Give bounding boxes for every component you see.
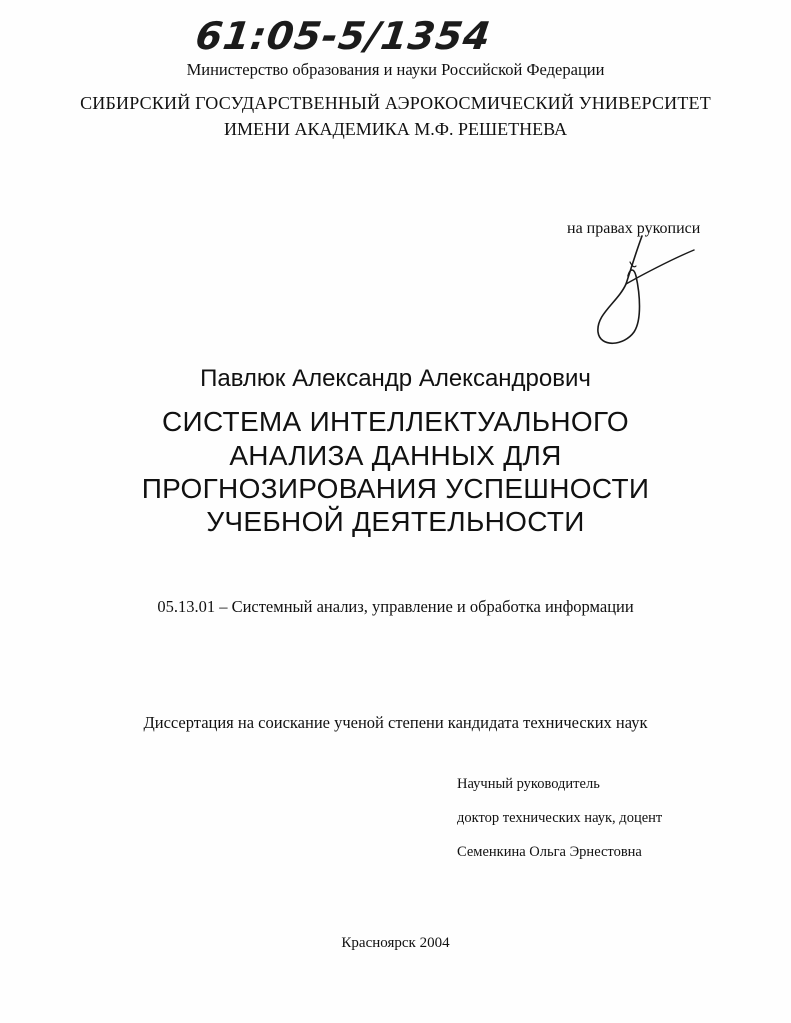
supervisor-degree: доктор технических наук, доцент — [457, 810, 663, 826]
dissertation-description: Диссертация на соискание ученой степени кандидата технических наук — [143, 713, 648, 732]
supervisor-name: Семенкина Ольга Эрнестовна — [457, 844, 642, 860]
university-name-line-1: СИБИРСКИЙ ГОСУДАРСТВЕННЫЙ АЭРОКОСМИЧЕСКИЙ УНИВЕРСИТЕТ — [80, 93, 711, 113]
handwritten-signature — [590, 232, 700, 350]
city-year: Красноярск 2004 — [341, 935, 450, 951]
university-name-line-2: ИМЕНИ АКАДЕМИКА М.Ф. РЕШЕТНЕВА — [223, 119, 568, 139]
thesis-title-line-4: УЧЕБНОЙ ДЕЯТЕЛЬНОСТИ — [206, 506, 585, 537]
author-name: Павлюк Александр Александрович — [200, 365, 591, 392]
archive-stamp-code: 61:05-5/1354 — [192, 14, 494, 58]
manuscript-rights-note: на правах рукописи — [567, 220, 701, 237]
thesis-title-line-1: СИСТЕМА ИНТЕЛЛЕКТУАЛЬНОГО — [162, 406, 629, 437]
thesis-title-line-3: ПРОГНОЗИРОВАНИЯ УСПЕШНОСТИ — [141, 473, 650, 504]
specialty-code: 05.13.01 – Системный анализ, управление и обработка информации — [157, 597, 634, 616]
supervisor-role: Научный руководитель — [457, 776, 600, 792]
thesis-title-line-2: АНАЛИЗА ДАННЫХ ДЛЯ — [229, 440, 562, 471]
ministry-heading: Министерство образования и науки Российской Федерации — [186, 60, 605, 79]
